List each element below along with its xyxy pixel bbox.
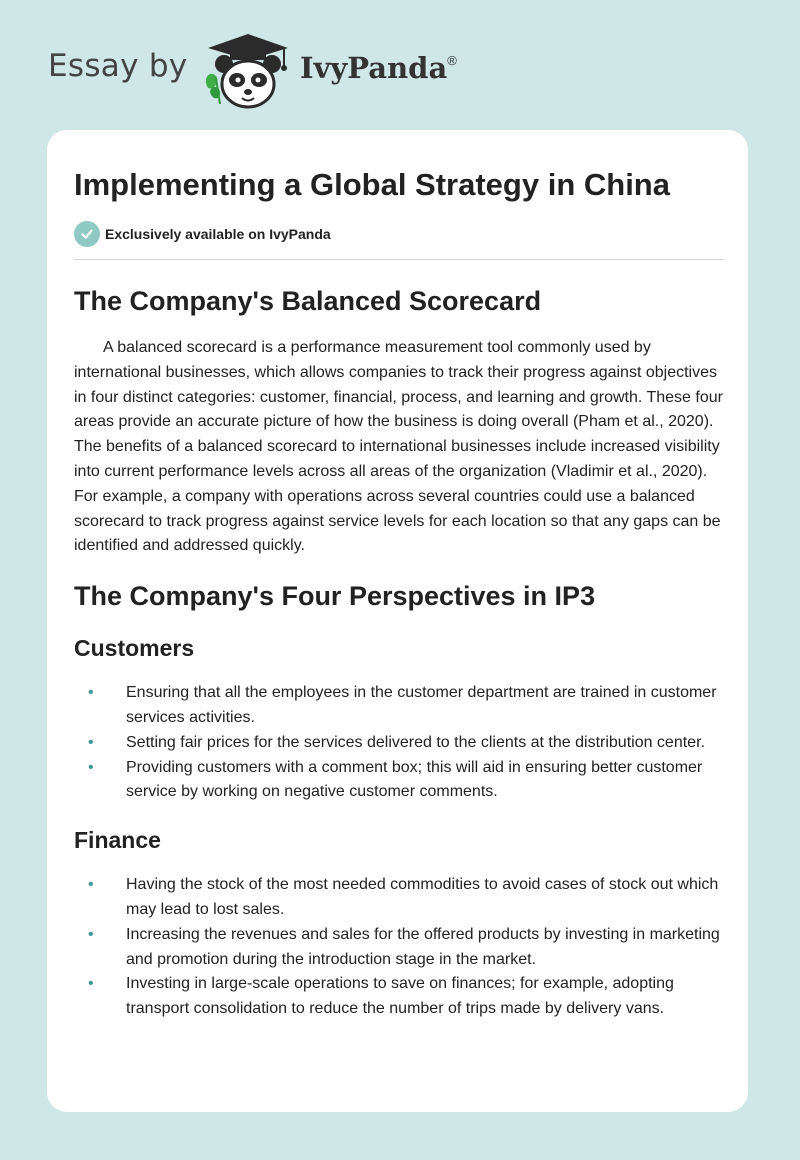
exclusive-badge	[74, 220, 724, 248]
title-divider	[74, 259, 724, 260]
check-icon	[74, 221, 100, 247]
bullet-icon: •	[88, 925, 94, 943]
list-item	[88, 731, 724, 756]
registered-mark: ®	[447, 53, 457, 69]
subheading-finance: Finance	[74, 827, 161, 854]
bullet-icon: •	[88, 758, 94, 776]
subheading-customers: Customers	[74, 635, 195, 662]
essay-title: Implementing a Global Strategy in China	[74, 167, 670, 202]
list-item-text: Investing in large-scale operations to save on finances; for example, adopting transport consolidation to reduce the number of trips made by delivery vans.	[126, 975, 674, 1018]
essay-by-label: Essay by	[48, 48, 188, 84]
section-heading-scorecard: The Company's Balanced Scorecard	[74, 286, 542, 316]
brand-name[interactable]	[300, 51, 457, 85]
section-heading-perspectives: The Company's Four Perspectives in IP3	[74, 581, 596, 612]
list-item	[88, 923, 724, 973]
site-header	[0, 0, 800, 130]
badge-text: Exclusively available on IvyPanda	[105, 226, 331, 242]
list-item-text: Ensuring that all the employees in the customer department are trained in customer services activities.	[126, 684, 717, 726]
list-item-text: Having the stock of the most needed commodities to avoid cases of stock out which may lead to lost sales.	[126, 876, 719, 918]
finance-list	[74, 873, 724, 1022]
panda-graduate-icon[interactable]	[200, 30, 296, 110]
bullet-icon: •	[88, 684, 94, 702]
scorecard-paragraph: A balanced scorecard is a performance measurement tool commonly used by international businesses, which allows companies to track their progress against objectives in four distinct categories: customer, financial, process, and learning and growth. These four areas provide an accurate picture of how the business is doing overall (Pham et al., 2020). The benefits of a balanced scorecard to international businesses include increased visibility into current performance levels across all areas of the organization (Vladimir et al., 2020). For example, a company with operations across several countries could use a balanced scorecard to track progress against service levels for each location so that any gaps can be identified and addressed quickly.	[74, 339, 723, 555]
essay-card	[47, 130, 748, 1112]
list-item-text: Providing customers with a comment box; this will aid in ensuring better customer service by working on negative customer comments.	[126, 758, 703, 801]
bullet-icon: •	[88, 876, 94, 894]
brand-text: IvyPanda	[300, 51, 448, 85]
list-item	[88, 972, 724, 1022]
customers-list	[74, 681, 724, 805]
list-item	[88, 681, 724, 731]
list-item-text: Increasing the revenues and sales for the offered products by investing in marketing and promotion during the introduction stage in the market.	[126, 925, 720, 968]
bullet-icon: •	[88, 733, 94, 751]
essay-content	[74, 166, 724, 1022]
list-item	[88, 873, 724, 923]
list-item-text: Setting fair prices for the services delivered to the clients at the distribution center.	[126, 733, 705, 751]
bullet-icon: •	[88, 975, 94, 993]
list-item	[88, 756, 724, 806]
